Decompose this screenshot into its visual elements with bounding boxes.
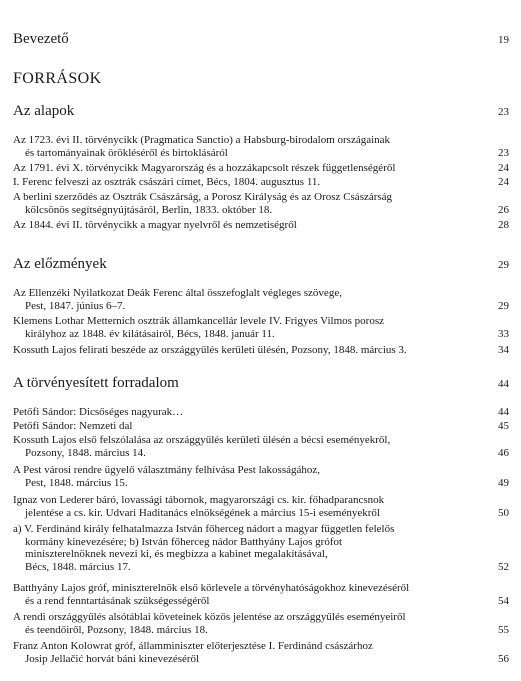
entry-text-line: Pest, 1847. június 6–7. <box>25 299 126 312</box>
entry-page-number: 54 <box>498 594 509 607</box>
heading-title: Az előzmények <box>13 256 107 272</box>
entry-text-line: Franz Anton Kolowrat gróf, államminiszter előterjesztése I. Ferdinánd császárhoz <box>13 640 373 652</box>
entry-page-number: 26 <box>498 203 509 216</box>
entry-text-line: jelentése a cs. kir. Udvari Haditanács elnökségének a március 15-i eseményekről <box>25 506 380 519</box>
heading-title: A törvényesített forradalom <box>13 375 179 391</box>
entry-text-line: kölcsönös segítségnyújtásáról, Berlin, 1833. október 18. <box>25 203 273 216</box>
entry-text-line: Pozsony, 1848. március 14. <box>25 446 146 459</box>
entry-text-line: Az Ellenzéki Nyilatkozat Deák Ferenc által összefoglalt végleges szövege, <box>13 287 342 299</box>
entry-text-line: királyhoz az 1848. év kilátásairól, Bécs, 1848. január 11. <box>25 327 275 340</box>
toc-entry[interactable] <box>13 134 509 159</box>
entry-text-line: A Pest városi rendre ügyelő választmány felhívása Pest lakosságához, <box>13 464 321 476</box>
entry-text-line: Klemens Lothar Metternich osztrák államkancellár levele IV. Frigyes Vilmos porosz <box>13 315 384 327</box>
entry-text-line: Kossuth Lajos első felszólalása az országgyűlés kerületi ülésén a bécsi eseményekről, <box>13 434 391 446</box>
entry-text-line: A berlini szerződés az Osztrák Császárság, a Porosz Királyság és az Orosz Császárság <box>13 191 393 203</box>
entry-page-number: 55 <box>498 623 509 636</box>
toc-entry[interactable] <box>13 406 509 419</box>
entry-text-line: Batthyány Lajos gróf, miniszterelnök első körlevele a törvényhatóságokhoz kinevezéséről <box>13 582 410 594</box>
entry-text-line: I. Ferenc felveszi az osztrák császári címet, Bécs, 1804. augusztus 11. <box>13 176 321 188</box>
heading-page-number: 29 <box>498 259 509 271</box>
heading-page-number: 44 <box>498 378 509 390</box>
entry-page-number: 50 <box>498 506 509 519</box>
entry-text-line: miniszterelnöknek nevezi ki, és megbízza a kabinet megalakításával, <box>25 548 328 561</box>
toc-entry[interactable] <box>13 287 509 312</box>
toc-entry[interactable] <box>13 176 509 189</box>
entry-page-number: 45 <box>498 420 509 432</box>
toc-entry[interactable] <box>13 219 509 232</box>
entry-page-number: 34 <box>498 344 509 356</box>
toc-entry[interactable] <box>13 464 509 489</box>
heading-page-number: 23 <box>498 106 509 118</box>
entry-text-line: Pest, 1848. március 15. <box>25 476 128 489</box>
toc-entry[interactable] <box>13 162 509 175</box>
toc-entry[interactable] <box>13 315 509 340</box>
entry-text-line: és teendőiről, Pozsony, 1848. március 18. <box>25 623 208 636</box>
entry-text-line: A rendi országgyűlés alsótáblai követeinek közös jelentése az országgyűlés eseményeiről <box>13 611 406 623</box>
toc-entry[interactable] <box>13 494 509 519</box>
entry-page-number: 49 <box>498 476 509 489</box>
toc-entry[interactable] <box>13 611 509 636</box>
entry-page-number: 23 <box>498 146 509 159</box>
entry-text-line: Az 1844. évi II. törvénycikk a magyar nyelvről és nemzetiségről <box>13 219 297 231</box>
entry-page-number: 24 <box>498 162 509 174</box>
heading-title: Az alapok <box>13 103 75 119</box>
entry-page-number: 52 <box>498 560 509 573</box>
entry-text-line: Petőfi Sándor: Dicsőséges nagyurak… <box>13 406 184 418</box>
entry-text-line: a) V. Ferdinánd király felhatalmazza István főherceg nádort a magyar független felelős <box>13 523 395 535</box>
toc-heading-section[interactable] <box>13 102 509 121</box>
entry-page-number: 29 <box>498 299 509 312</box>
entry-text-line: Bécs, 1848. március 17. <box>25 560 131 573</box>
heading-title: Bevezető <box>13 31 69 47</box>
toc-entry[interactable] <box>13 582 509 607</box>
toc-heading-section[interactable] <box>13 255 509 274</box>
entry-text-line: és a rend fenntartásának szükségességéről <box>25 594 210 607</box>
entry-text-line: kormány kinevezésére; b) István főherceg nádor Batthyány Lajos grófot <box>25 535 343 548</box>
toc-entry[interactable] <box>13 191 509 216</box>
entry-text-line: Petőfi Sándor: Nemzeti dal <box>13 420 133 432</box>
toc-entry[interactable] <box>13 344 509 357</box>
entry-page-number: 56 <box>498 652 509 665</box>
entry-page-number: 46 <box>498 446 509 459</box>
entry-text-line: Az 1723. évi II. törvénycikk (Pragmatica Sanctio) a Habsburg-birodalom országainak <box>13 134 391 146</box>
toc-entry[interactable] <box>13 640 509 665</box>
entry-page-number: 44 <box>498 406 509 418</box>
toc-entry[interactable] <box>13 434 509 459</box>
entry-text-line: Az 1791. évi X. törvénycikk Magyarország és a hozzákapcsolt részek függetlenségéről <box>13 162 396 174</box>
entry-page-number: 33 <box>498 327 509 340</box>
entry-page-number: 28 <box>498 219 509 231</box>
heading-page-number: 19 <box>498 34 509 46</box>
toc-heading-section[interactable] <box>13 374 509 393</box>
sources-title: FORRÁSOK <box>13 70 102 87</box>
entry-text-line: és tartományainak örökléséről és birtoklásáról <box>25 146 228 159</box>
toc-entry[interactable] <box>13 420 509 433</box>
entry-text-line: Josip Jellačić horvát báni kinevezéséről <box>25 652 200 665</box>
entry-page-number: 24 <box>498 176 509 188</box>
entry-text-line: Kossuth Lajos felirati beszéde az országgyűlés kerületi ülésén, Pozsony, 1848. március 3. <box>13 344 407 356</box>
toc-entry[interactable] <box>13 523 509 573</box>
toc-heading-intro[interactable] <box>13 30 509 49</box>
entry-text-line: Ignaz von Lederer báró, lovassági tábornok, magyarországi cs. kir. főhadparancsnok <box>13 494 385 506</box>
